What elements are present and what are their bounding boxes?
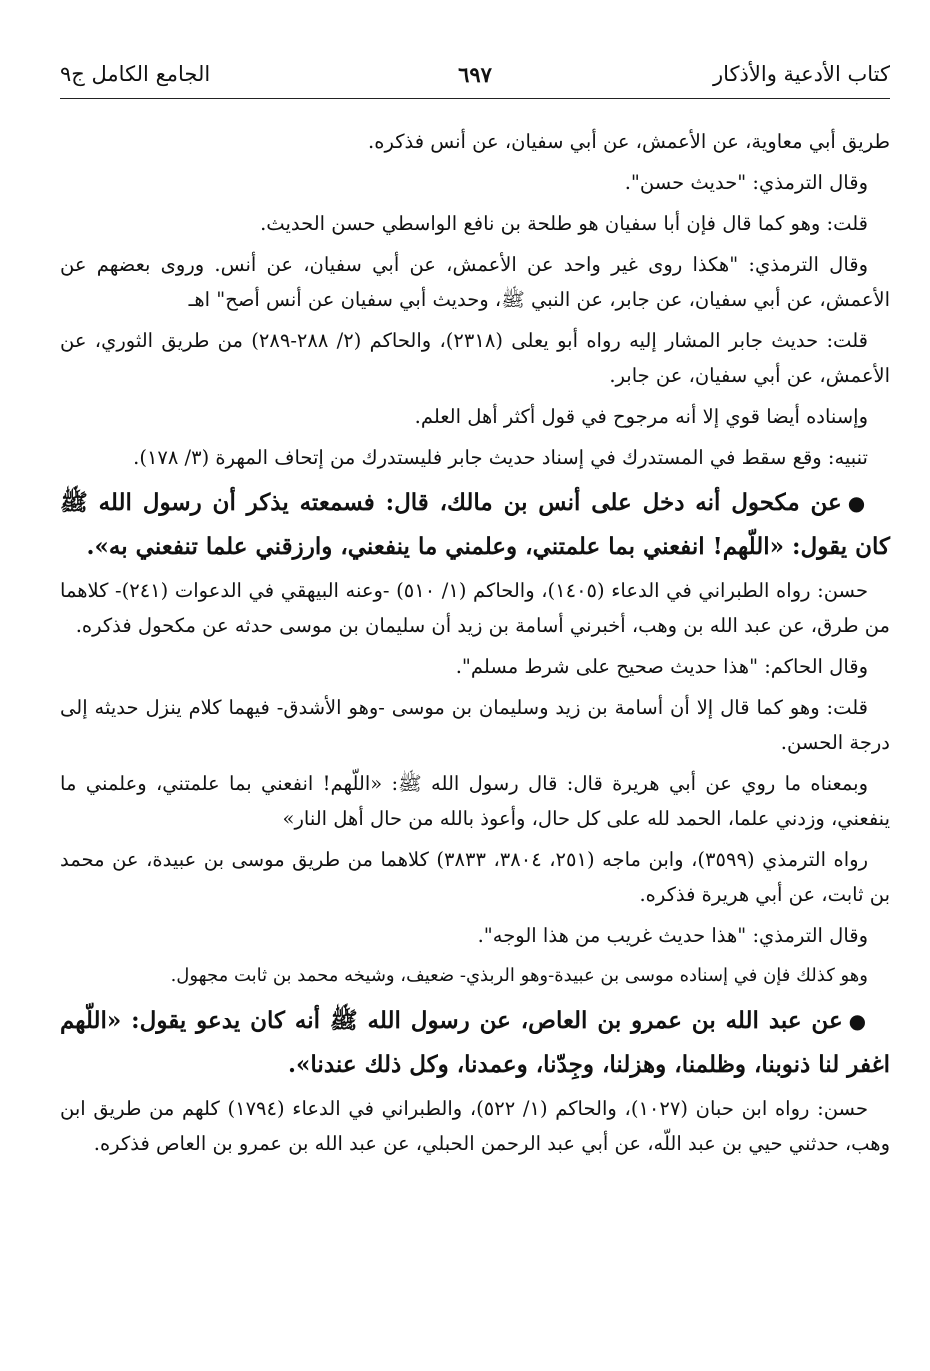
paragraph-text: قلت: وهو كما قال إلا أن أسامة بن زيد وسليمان بن موسى -وهو الأشدق- فيهما كلام ينزل حديثه إلى درجة الحسن. [60,696,890,754]
bullet-icon: ● [848,1009,868,1033]
bullet-icon: ● [847,491,868,515]
paragraph-text: طريق أبي معاوية، عن الأعمش، عن أبي سفيان، عن أنس فذكره. [368,130,890,153]
paragraph-text: وقال الترمذي: "هكذا روى غير واحد عن الأعمش، عن أبي سفيان، عن أنس. وروى بعضهم عن الأعمش، عن أبي سفيان، عن جابر، عن النبي ﷺ، وحديث أبي سفيان عن أنس أصح" اهـ [60,253,890,311]
paragraph-text: حسن: رواه الطبراني في الدعاء (١٤٠٥)، والحاكم (١/ ٥١٠) -وعنه البيهقي في الدعوات (٢٤١)- كلاهما من طرق، عن عبد الله بن وهب، أخبرني أسامة بن زيد أن سليمان بن موسى حدثه عن مكحول فذكره. [60,579,890,637]
text-paragraph [60,399,890,434]
text-paragraph [60,165,890,200]
text-paragraph [60,323,890,393]
text-paragraph [60,124,890,159]
paragraph-text: وقال الترمذي: "حديث حسن". [624,171,868,194]
hadith-paragraph [60,481,890,569]
paragraph-text: وإسناده أيضا قوي إلا أنه مرجوح في قول أكثر أهل العلم. [414,405,868,428]
volume-label: الجامع الكامل ج٩ [60,62,211,86]
paragraph-text: وهو كذلك فإن في إسناده موسى بن عبيدة-وهو الربذي- ضعيف، وشيخه محمد بن ثابت مجهول. [170,965,868,986]
page-number: ٦٩٧ [458,62,492,87]
text-paragraph [60,247,890,317]
text-paragraph [60,690,890,760]
text-paragraph [60,440,890,475]
text-paragraph [60,649,890,684]
text-paragraph [60,206,890,241]
paragraph-text: وقال الحاكم: "هذا حديث صحيح على شرط مسلم". [455,655,868,678]
paragraph-text: وقال الترمذي: "هذا حديث غريب من هذا الوجه". [477,924,868,947]
text-paragraph [60,766,890,836]
paragraph-text: وبمعناه ما روي عن أبي هريرة قال: قال رسول الله ﷺ: «اللّهم! انفعني بما علمتني، وعلمني ما ينفعني، وزدني علما، الحمد لله على كل حال، وأعوذ بالله من حال أهل النار» [60,772,890,830]
paragraph-text: رواه الترمذي (٣٥٩٩)، وابن ماجه (٢٥١، ٣٨٠٤، ٣٨٣٣) كلاهما من طريق موسى بن عبيدة، عن محمد بن ثابت، عن أبي هريرة فذكره. [60,848,890,906]
paragraph-text: حسن: رواه ابن حبان (١٠٢٧)، والحاكم (١/ ٥٢٢)، والطبراني في الدعاء (١٧٩٤) كلهم من طريق ابن وهب، حدثني حيي بن عبد اللّه، عن أبي عبد الرحمن الحبلي، عن عبد الله بن عمرو بن العاص فذكره. [60,1097,890,1155]
paragraph-text: قلت: حديث جابر المشار إليه رواه أبو يعلى (٢٣١٨)، والحاكم (٢/ ٢٨٨-٢٨٩) من طريق الثوري، عن الأعمش، عن أبي سفيان، عن جابر. [60,329,890,387]
page-header [60,58,890,99]
paragraph-text: تنبيه: وقع سقط في المستدرك في إسناد حديث جابر فليستدرك من إتحاف المهرة (٣/ ١٧٨). [133,446,868,469]
text-paragraph [60,1091,890,1161]
running-title: كتاب الأدعية والأذكار [713,62,890,86]
paragraph-text: عن مكحول أنه دخل على أنس بن مالك، قال: فسمعته يذكر أن رسول الله ﷺ كان يقول: «اللّهم! انفعني بما علمتني، وعلمني ما ينفعني، وارزقني علما تنفعني به». [60,489,890,560]
text-paragraph [60,573,890,643]
paragraph-text: قلت: وهو كما قال فإن أبا سفيان هو طلحة بن نافع الواسطي حسن الحديث. [260,212,868,235]
text-paragraph [60,959,890,993]
page-body [60,124,890,1167]
hadith-paragraph [60,999,890,1087]
paragraph-text: عن عبد الله بن عمرو بن العاص، عن رسول الله ﷺ أنه كان يدعو يقول: «اللّهم اغفر لنا ذنوبنا، وظلمنا، وهزلنا، وجِدّنا، وعمدنا، وكل ذلك عندنا». [60,1007,890,1078]
text-paragraph [60,918,890,953]
text-paragraph [60,842,890,912]
